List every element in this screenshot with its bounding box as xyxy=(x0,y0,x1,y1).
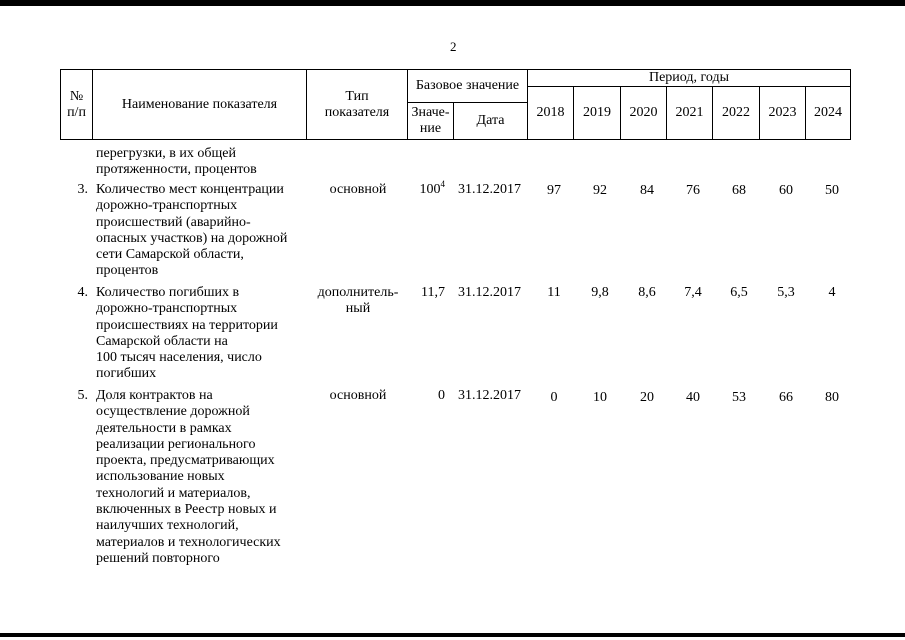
row-type: основной xyxy=(329,182,387,197)
header-base-date: Дата xyxy=(454,103,528,140)
row-number: 3. xyxy=(77,182,88,197)
row-value-2021: 40 xyxy=(686,390,700,405)
header-type: Тип показателя xyxy=(307,70,408,140)
row-value-2020: 20 xyxy=(640,390,654,405)
top-border-bar xyxy=(0,0,905,6)
header-base: Базовое значение xyxy=(408,70,528,103)
row-number: 4. xyxy=(77,285,88,300)
row-value-2019: 9,8 xyxy=(591,285,609,300)
header-year-2018: 2018 xyxy=(528,87,574,140)
row-value-2021: 7,4 xyxy=(684,285,702,300)
header-year-2021: 2021 xyxy=(667,87,713,140)
row-name: Доля контрактов на осуществление дорожной деятельности в рамках реализации регионального проекта, предусматривающих использование новых технологий и материалов, включенных в Реестр новых и наилучших технологий, материалов и технологических решений повторного xyxy=(96,388,281,566)
row-value-2018: 97 xyxy=(547,183,561,198)
row-type: основной xyxy=(329,388,387,403)
header-year-2022: 2022 xyxy=(713,87,760,140)
row-base-date: 31.12.2017 xyxy=(458,182,521,197)
row-type: дополнитель- ный xyxy=(317,285,399,317)
header-name: Наименование показателя xyxy=(93,70,307,140)
header-period: Период, годы xyxy=(528,70,851,87)
row-base-date: 31.12.2017 xyxy=(458,388,521,403)
table-header xyxy=(60,69,851,140)
row-number: 5. xyxy=(77,388,88,403)
row-value-2020: 84 xyxy=(640,183,654,198)
header-year-2023: 2023 xyxy=(760,87,806,140)
row-base-value: $100^4$ xyxy=(419,179,445,197)
header-base-value: Значе- ние xyxy=(408,103,454,140)
header-year-2024: 2024 xyxy=(806,87,851,140)
row-base-value: 0 xyxy=(438,388,445,403)
row-value-2022: 6,5 xyxy=(730,285,748,300)
header-num: № п/п xyxy=(61,70,93,140)
row-value-2018: 0 xyxy=(550,390,558,405)
row-value-2023: 60 xyxy=(779,183,793,198)
row-value-2023: 5,3 xyxy=(777,285,795,300)
row-value-2022: 68 xyxy=(732,183,746,198)
continuation-name: перегрузки, в их общей протяженности, процентов xyxy=(96,146,257,178)
row-value-2019: 10 xyxy=(593,390,607,405)
row-value-2021: 76 xyxy=(686,183,700,198)
row-value-2022: 53 xyxy=(732,390,746,405)
row-value-2024: 4 xyxy=(828,285,836,300)
row-value-2024: 80 xyxy=(825,390,839,405)
row-value-2023: 66 xyxy=(779,390,793,405)
row-name: Количество мест концентрации дорожно-транспортных происшествий (аварийно- опасных участков) на дорожной сети Самарской области, процентов xyxy=(96,182,288,279)
row-base-date: 31.12.2017 xyxy=(458,285,521,300)
row-value-2024: 50 xyxy=(825,183,839,198)
row-name: Количество погибших в дорожно-транспортных происшествиях на территории Самарской области на 100 тысяч населения, число погибших xyxy=(96,285,278,382)
header-year-2019: 2019 xyxy=(574,87,621,140)
footnote-mark: 4 xyxy=(440,179,445,189)
row-value-2019: 92 xyxy=(593,183,607,198)
row-value-2020: 8,6 xyxy=(638,285,656,300)
row-value-2018: 11 xyxy=(547,285,561,300)
header-year-2020: 2020 xyxy=(621,87,667,140)
page-number: 2 xyxy=(450,39,457,54)
row-base-value: 11,7 xyxy=(421,285,445,300)
bottom-border-bar xyxy=(0,633,905,637)
